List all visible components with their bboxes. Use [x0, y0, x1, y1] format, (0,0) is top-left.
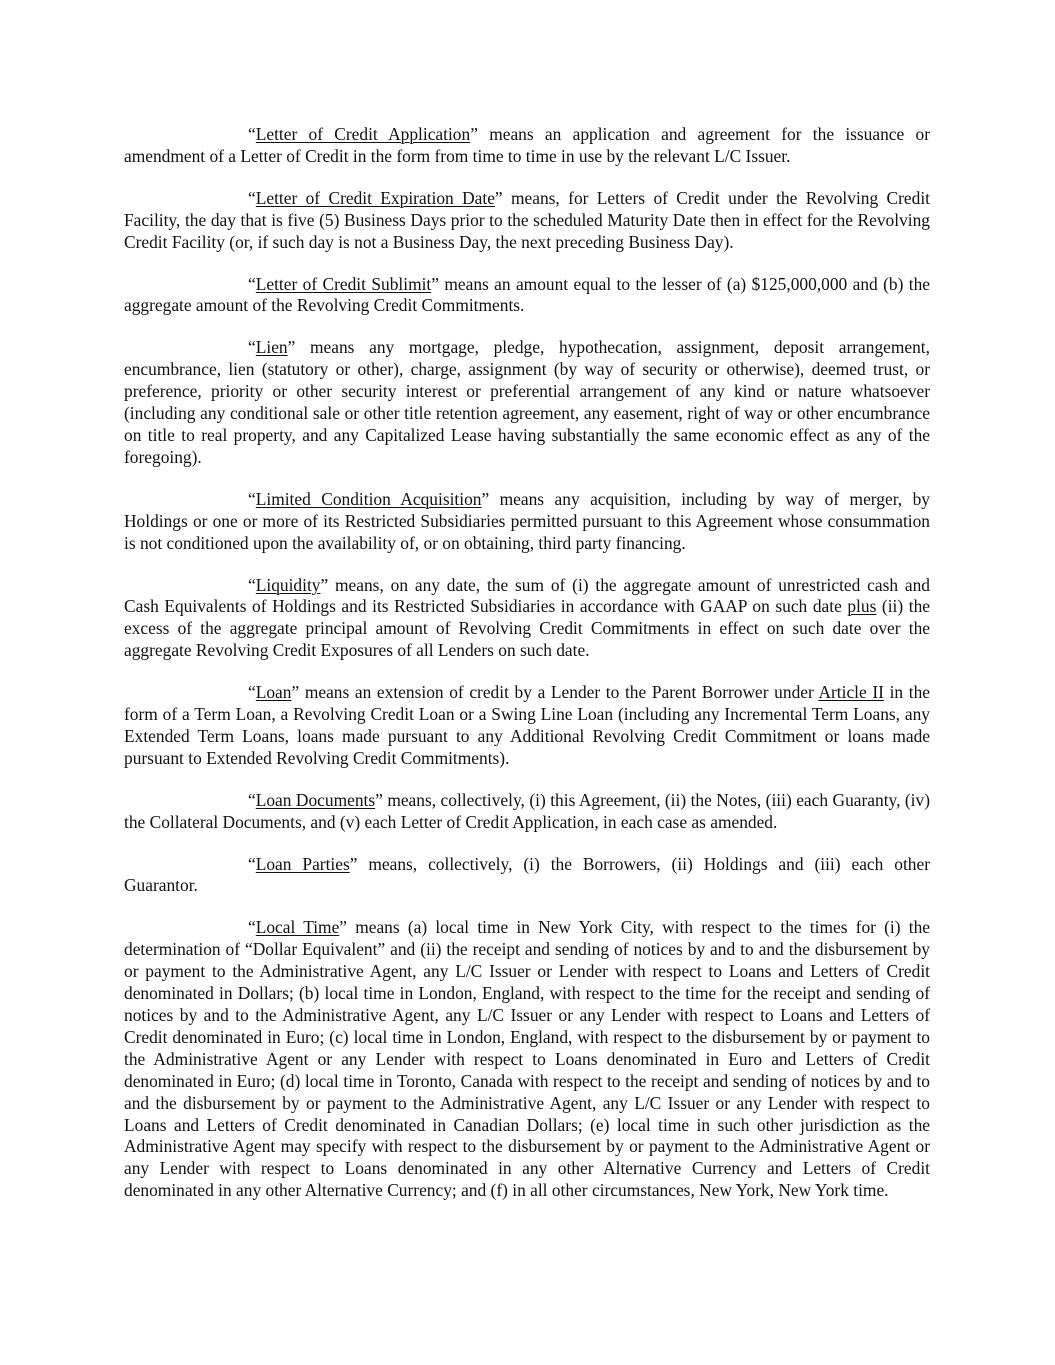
definition-text: ” means (a) local time in New York City, with respect to the times for (i) the determination of “Dollar Equivalent” and (ii) the receipt and sending of notices by and to and the disbursement by or payment to the Administrative Agent, any L/C Issuer or Lender with respect to Loans and Letters of Credit denominated in Dollars; (b) local time in London, England, with respect to the time for the receipt and sending of notices by and to the Administrative Agent, any L/C Issuer or any Lender with respect to Loans and Letters of Credit denominated in Euro; (c) local time in London, England, with respect to the disbursement by or payment to the Administrative Agent or any Lender with respect to Loans denominated in Euro and Letters of Credit denominated in Euro; (d) local time in Toronto, Canada with respect to the receipt and sending of notices by and to and the disbursement by or payment to the Administrative Agent, any L/C Issuer or any Lender with respect to Loans and Letters of Credit denominated in Canadian Dollars; (e) local time in such other jurisdiction as the Administrative Agent may specify with respect to the disbursement by or payment to the Administrative Agent or any Lender with respect to Loans denominated in any other Alternative Currency and Letters of Credit denominated in any other Alternative Currency; and (f) in all other circumstances, New York, New York time. [124, 917, 930, 1201]
definition-letter-of-credit-application [124, 124, 930, 168]
article-reference: Article II [818, 682, 884, 703]
defined-term: Local Time [255, 917, 340, 938]
definition-text: ” means any mortgage, pledge, hypothecation, assignment, deposit arrangement, encumbrance, lien (statutory or other), charge, assignment (by way of security or otherwise), deemed trust, or preference, priority or other security interest or preferential arrangement of any kind or nature whatsoever (including any conditional sale or other title retention agreement, any easement, right of way or other encumbrance on title to real property, and any Capitalized Lease having substantially the same economic effect as any of the foregoing). [124, 337, 930, 467]
definition-limited-condition-acquisition [124, 489, 930, 555]
definition-text: in the form of a Term Loan, a Revolving Credit Loan or a Swing Line Loan (including any Incremental Term Loans, any Extended Term Loans, loans made pursuant to any Additional Revolving Credit Commitment or loans made pursuant to Extended Revolving Credit Commitments). [124, 682, 930, 768]
defined-term: Letter of Credit Sublimit [255, 273, 432, 294]
defined-term: Liquidity [255, 574, 321, 595]
defined-term: Loan [255, 682, 292, 703]
defined-term: Letter of Credit Application [255, 124, 471, 144]
underlined-word-plus: plus [847, 596, 877, 617]
open-quote: “ [248, 682, 256, 703]
open-quote: “ [248, 337, 256, 358]
defined-term: Loan Parties [255, 853, 350, 874]
defined-term: Letter of Credit Expiration Date [255, 187, 495, 208]
definition-text: (ii) the excess of the aggregate principal amount of Revolving Credit Commitments in effect on such date over the aggregate Revolving Credit Exposures of all Lenders on such date. [124, 596, 930, 661]
open-quote: “ [248, 853, 256, 874]
definition-first-line [124, 854, 930, 876]
definition-text: ” means an application and agreement for the issuance or amendment of a Letter of Credit in the form from time to time in use by the relevant L/C Issuer. [124, 124, 930, 166]
open-quote: “ [248, 488, 256, 509]
definition-text: ” means, on any date, the sum of (i) the aggregate amount of unrestricted cash and Cash Equivalents of Holdings and its Restricted Subsidiaries in accordance with GAAP on such date [124, 574, 930, 617]
open-quote: “ [248, 917, 256, 938]
open-quote: “ [248, 574, 256, 595]
definition-liquidity [124, 575, 930, 663]
definition-text: ” means, collectively, (i) the Borrowers, (ii) Holdings and (iii) each other [349, 853, 930, 874]
definition-text: ” means an extension of credit by a Lender to the Parent Borrower under [291, 682, 819, 703]
defined-term: Limited Condition Acquisition [255, 488, 482, 509]
definition-loan-parties [124, 854, 930, 898]
open-quote: “ [248, 273, 256, 294]
defined-term: Loan Documents [255, 789, 376, 810]
definition-loan-documents [124, 790, 930, 834]
definition-continuation: Guarantor. [124, 875, 198, 896]
definition-lien [124, 337, 930, 468]
defined-term: Lien [255, 337, 288, 358]
definition-text: ” means any acquisition, including by way of merger, by Holdings or one or more of its Restricted Subsidiaries permitted pursuant to this Agreement whose consummation is not conditioned upon the availability of, or on obtaining, third party financing. [124, 488, 930, 553]
open-quote: “ [248, 124, 256, 144]
open-quote: “ [248, 789, 256, 810]
definition-letter-of-credit-sublimit [124, 274, 930, 318]
document-page [124, 124, 930, 1222]
definition-loan [124, 682, 930, 770]
definition-letter-of-credit-expiration-date [124, 188, 930, 254]
definition-text: ” means, for Letters of Credit under the Revolving Credit Facility, the day that is five (5) Business Days prior to the scheduled Maturity Date then in effect for the Revolving Credit Facility (or, if such day is not a Business Day, the next preceding Business Day). [124, 187, 931, 252]
definition-local-time [124, 917, 930, 1202]
definition-text: ” means an amount equal to the lesser of (a) $125,000,000 and (b) the aggregate amount of the Revolving Credit Commitments. [124, 273, 931, 316]
definition-text: ” means, collectively, (i) this Agreement, (ii) the Notes, (iii) each Guaranty, (iv) the Collateral Documents, and (v) each Letter of Credit Application, in each case as amended. [124, 789, 930, 832]
open-quote: “ [248, 187, 256, 208]
